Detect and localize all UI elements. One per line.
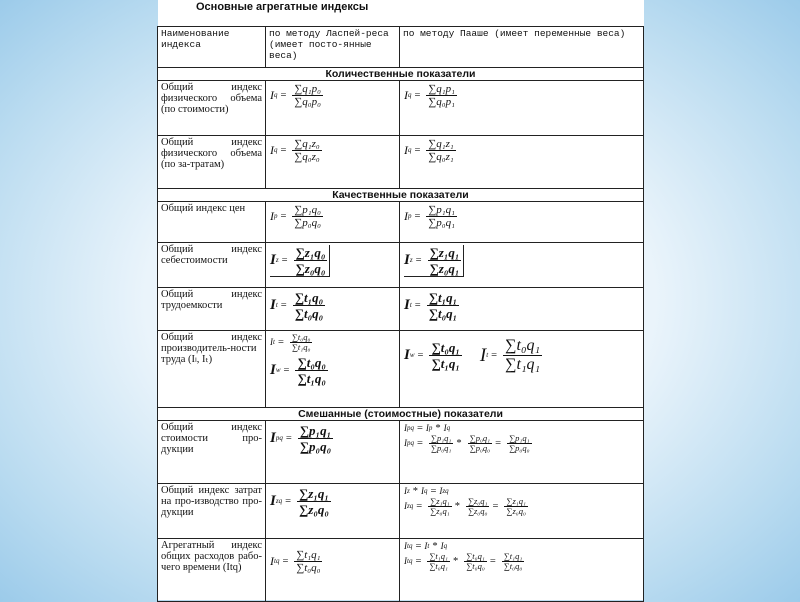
row-label-volume-expense: Общий индекс физического объема (по за-тратам)	[158, 136, 266, 189]
formula-laspeyres-production-costs: I zq = $\frac{\text{∑z₁q₁}}{\text{∑z₀q₀}}$	[266, 484, 400, 539]
formula-laspeyres-working-time: I tq = $\frac{\text{∑t₁q₁}}{\text{∑t₀q₀}}$	[266, 539, 400, 602]
row-label-volume-cost: Общий индекс физического объема (по стоимости)	[158, 81, 266, 136]
formula-paasche-productivity: I w = $\frac{\text{∑t₀q₁}}{\text{∑t₁q₁}}$ I t = $\frac{\text{∑t₀q₁}}{\text{∑t₁q₁}}$	[400, 331, 644, 408]
formula-paasche-price: I p = $\frac{\text{∑p₁q₁}}{\text{∑p₀q₁}}$	[400, 202, 644, 243]
page-title: Основные агрегатные индексы	[196, 1, 369, 13]
row-label-cost-price: Общий индекс себестоимости	[158, 243, 266, 288]
table-row	[158, 421, 644, 484]
header-name: Наименование индекса	[158, 27, 266, 68]
section-quantitative: Количественные показатели	[158, 68, 644, 81]
table-row	[158, 539, 644, 602]
formula-paasche-cost-price: I z = $\frac{\text{∑z₁q₁}}{\text{∑z₀q₁}}$	[400, 243, 644, 288]
table-row	[158, 136, 644, 189]
row-label-price: Общий индекс цен	[158, 202, 266, 243]
formula-laspeyres-volume-expense: I q = $\frac{\text{∑q₁z₀}}{\text{∑q₀z₀}}$	[266, 136, 400, 189]
row-label-labor-intensity: Общий индекс трудоемкости	[158, 288, 266, 331]
table-row	[158, 202, 644, 243]
table-row	[158, 288, 644, 331]
index-table	[157, 26, 644, 602]
row-label-productivity: Общий индекс производитель-ности труда (Iₗ, Iₜ)	[158, 331, 266, 408]
formula-paasche-volume-expense: I q = $\frac{\text{∑q₁z₁}}{\text{∑q₀z₁}}$	[400, 136, 644, 189]
formula-laspeyres-volume-cost: I q = $\frac{\text{∑q₁p₀}}{\text{∑q₀p₀}}$	[266, 81, 400, 136]
formula-laspeyres-price: I p = $\frac{\text{∑p₁q₀}}{\text{∑p₀q₀}}$	[266, 202, 400, 243]
formula-laspeyres-productivity: I t = $\frac{\text{∑t₀q₀}}{\text{∑t₁q₀}}$ I w = $\frac{\text{∑t₀q₀}}{\text{∑t₁q₀}}$	[266, 331, 400, 408]
header-paasche: по методу Пааше (имеет переменные веса)	[400, 27, 644, 68]
table-header-row	[158, 27, 644, 68]
formula-paasche-production-costs: I z * I q = I zq I zq = $\frac{\text{∑z₁q₁}}{\text{∑z₀q₁}}$ * $\frac{\text{∑z₀q₁}}{\text{∑z₀q₀}}$ = $\frac{\text{∑z₁q₁}}{\text{∑z₀q₀}}$	[400, 484, 644, 539]
row-label-working-time: Агрегатный индекс общих расходов рабо-чего времени (Itq)	[158, 539, 266, 602]
formula-paasche-product-value: I pq = I p * I q I pq = $\frac{\text{∑p₁q₁}}{\text{∑p₀q₁}}$ * $\frac{\text{∑p₀q₁}}{\text{∑p₀q₀}}$ = $\frac{\text{∑p₁q₁}}{\text{∑p₀q₀}}$	[400, 421, 644, 484]
formula-laspeyres-product-value: I pq = $\frac{\text{∑p₁q₁}}{\text{∑p₀q₀}}$	[266, 421, 400, 484]
formula-paasche-working-time: I tq = I t * I q I tq = $\frac{\text{∑t₁q₁}}{\text{∑t₀q₁}}$ * $\frac{\text{∑t₀q₁}}{\text{∑t₀q₀}}$ = $\frac{\text{∑t₁q₁}}{\text{∑t₀q₀}}$	[400, 539, 644, 602]
table-row	[158, 331, 644, 408]
formula-paasche-volume-cost: I q = $\frac{\text{∑q₁p₁}}{\text{∑q₀p₁}}$	[400, 81, 644, 136]
header-laspeyres: по методу Ласпей-реса (имеет посто-янные веса)	[266, 27, 400, 68]
section-qualitative: Качественные показатели	[158, 189, 644, 202]
section-mixed: Смешанные (стоимостные) показатели	[158, 408, 644, 421]
formula-paasche-labor-intensity: I t = $\frac{\text{∑t₁q₁}}{\text{∑t₀q₁}}$	[400, 288, 644, 331]
table-row	[158, 243, 644, 288]
row-label-production-costs: Общий индекс затрат на про-изводство про-дукции	[158, 484, 266, 539]
formula-laspeyres-cost-price: I z = $\frac{\text{∑z₁q₀}}{\text{∑z₀q₀}}$	[266, 243, 400, 288]
table-row	[158, 81, 644, 136]
formula-laspeyres-labor-intensity: I t = $\frac{\text{∑t₁q₀}}{\text{∑t₀q₀}}$	[266, 288, 400, 331]
table-row	[158, 484, 644, 539]
row-label-product-value: Общий индекс стоимости про-дукции	[158, 421, 266, 484]
